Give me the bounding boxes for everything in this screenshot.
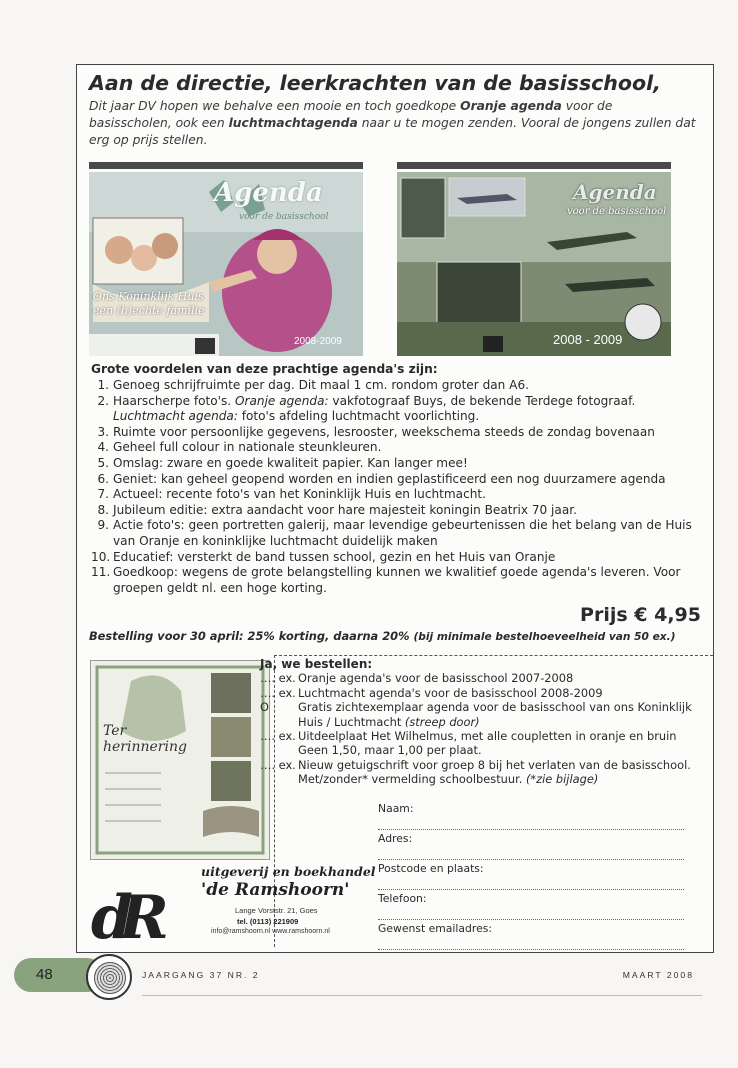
order-row[interactable]: …. ex. Luchtmacht agenda's voor de basisschool 2008-2009 bbox=[260, 685, 603, 700]
benefit-item: 5. Omslag: zware en goede kwaliteit papier. Kan langer mee! bbox=[97, 455, 468, 470]
cover-top-bar bbox=[89, 162, 363, 169]
address-fields bbox=[378, 800, 684, 950]
benefit-item: 6. Geniet: kan geheel geopend worden en indien geplastificeerd een nog duurzamere agenda bbox=[97, 471, 666, 486]
cover-years: 2008 - 2009 bbox=[553, 332, 623, 347]
emblem-icon bbox=[86, 954, 132, 1000]
benefit-item: 9. Actie foto's: geen portretten galerij, maar levendige gebeurtenissen die het belang van de Huis van Oranje en koninklijke luchtmacht duidelijk maken bbox=[97, 518, 692, 548]
benefit-item: 3. Ruimte voor persoonlijke gegevens, lesrooster, weekschema steeds de zondag bovenaan bbox=[97, 424, 655, 439]
publisher-line1: uitgeverij en boekhandel bbox=[201, 864, 376, 879]
benefit-item: 11. Goedkoop: wegens de grote belangstelling kunnen we kwalitief goede agenda's leveren. Voor groepen geldt nl. een hoge korting. bbox=[91, 565, 681, 595]
luchtmacht-agenda-cover bbox=[397, 162, 671, 356]
page-number: 48 bbox=[36, 966, 53, 983]
intro-part-2: voor de basisscholen, ook een bbox=[89, 99, 613, 130]
benefits-title: Grote voordelen van deze prachtige agenda's zijn: bbox=[91, 362, 438, 376]
svg-text:dR: dR bbox=[91, 883, 155, 950]
order-row[interactable]: …. ex. Uitdeelplaat Het Wilhelmus, met alle coupletten in oranje en bruin Geen 1,50, maar 1,00 per plaat. bbox=[260, 729, 677, 758]
publisher-address: Lange Vorststr. 21, Goes bbox=[235, 906, 318, 915]
cover-subtitle: voor de basisschool bbox=[239, 212, 329, 222]
luchtmacht-cover-image bbox=[397, 172, 671, 356]
headline: Aan de directie, leerkrachten van de basisschool, bbox=[89, 71, 661, 95]
issue-date: MAART 2008 bbox=[622, 970, 694, 980]
certificate-title: Ter herinnering bbox=[103, 723, 187, 755]
benefit-item: 7. Actueel: recente foto's van het Koninklijk Huis en luchtmacht. bbox=[97, 487, 486, 502]
name-field[interactable]: Naam: bbox=[378, 800, 684, 830]
order-form bbox=[260, 657, 698, 787]
cover-title: Agenda bbox=[573, 180, 657, 204]
intro-bold-1: Oranje agenda bbox=[460, 99, 562, 113]
publisher-name: 'de Ramshoorn' bbox=[201, 880, 350, 900]
cut-line-horizontal bbox=[274, 655, 713, 656]
order-row-free-sample[interactable]: O Gratis zichtexemplaar agenda voor de basisschool van ons Koninklijk Huis / Luchtmacht (streep door) bbox=[260, 700, 692, 729]
publisher-logo bbox=[89, 862, 376, 950]
cover-title: Agenda bbox=[214, 178, 323, 208]
intro-bold-2: luchtmachtagenda bbox=[228, 116, 358, 130]
footer-divider bbox=[142, 995, 702, 996]
postcode-field[interactable]: Postcode en plaats: bbox=[378, 860, 684, 890]
benefits-list bbox=[91, 378, 701, 596]
order-deadline: Bestelling voor 30 april: 25% korting, daarna 20% (bij minimale bestelhoeveelheid van 50 ex.) bbox=[89, 629, 676, 643]
benefit-item: 2. Haarscherpe foto's. Oranje agenda: vakfotograaf Buys, de bekende Terdege fotograaf. Luchtmacht agenda: foto's afdeling luchtmacht voorlichting. bbox=[97, 393, 636, 424]
volume-label: JAARGANG 37 NR. 2 bbox=[142, 970, 260, 980]
price: Prijs € 4,95 bbox=[580, 604, 701, 626]
email-field[interactable]: Gewenst emailadres: bbox=[378, 920, 684, 950]
cover-years: 2008-2009 bbox=[294, 336, 342, 347]
publisher-tel: tel. (0113) 221909 bbox=[237, 917, 299, 926]
intro-text bbox=[89, 98, 699, 149]
benefit-item: 1. Genoeg schrijfruimte per dag. Dit maal 1 cm. rondom groter dan A6. bbox=[97, 378, 529, 392]
address-field[interactable]: Adres: bbox=[378, 830, 684, 860]
order-form-title: Ja, we bestellen: bbox=[260, 657, 373, 671]
cover-band-text: Ons Koninklijk Huis een (h)echte familie bbox=[93, 290, 205, 317]
oranje-cover-image bbox=[89, 172, 363, 356]
benefit-item: 4. Geheel full colour in nationale steunkleuren. bbox=[97, 440, 382, 455]
intro-part-3: naar u te mogen zenden. Vooral de jongens zullen dat erg op prijs stellen. bbox=[89, 116, 696, 147]
order-row[interactable]: …. ex. Oranje agenda's voor de basisschool 2007-2008 bbox=[260, 671, 574, 686]
ramshoorn-logo-mark bbox=[89, 880, 193, 960]
oranje-agenda-cover bbox=[89, 162, 363, 356]
certificate-image bbox=[90, 660, 270, 860]
cover-top-bar bbox=[397, 162, 671, 169]
order-row[interactable]: …. ex. Nieuw getuigschrift voor groep 8 bij het verlaten van de basisschool. Met/zonder* vermelding schoolbestuur. (*zie bijlage) bbox=[260, 757, 691, 787]
benefit-item: 10. Educatief: versterkt de band tussen school, gezin en het Huis van Oranje bbox=[91, 549, 556, 564]
publisher-web: info@ramshoorn.nl www.ramshoorn.nl bbox=[211, 928, 330, 935]
cover-subtitle: voor de basisschool bbox=[567, 206, 667, 217]
benefit-item: 8. Jubileum editie: extra aandacht voor hare majesteit koningin Beatrix 70 jaar. bbox=[97, 502, 577, 517]
intro-part-1: Dit jaar DV hopen we behalve een mooie en toch goedkope bbox=[89, 99, 461, 113]
phone-field[interactable]: Telefoon: bbox=[378, 890, 684, 920]
